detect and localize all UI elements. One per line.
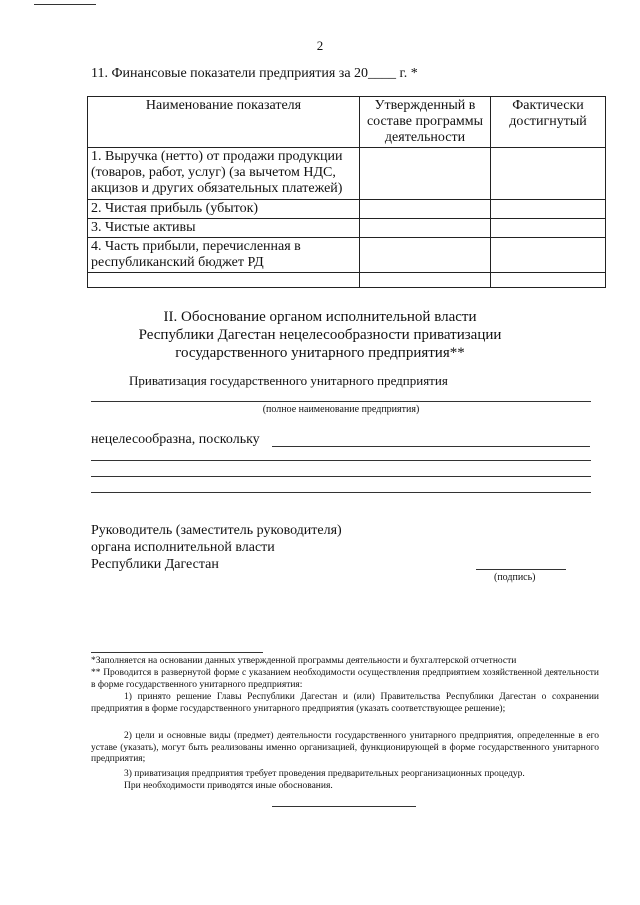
table-cell: 1. Выручка (нетто) от продажи продукции (товаров, работ, услуг) (за вычетом НДС, акцизов и других обязательных платежей) [88, 148, 360, 200]
table-cell [491, 148, 606, 200]
reason-line[interactable] [91, 476, 591, 477]
table-header-cell: Наименование показателя [88, 97, 360, 148]
footnote-item-1: 1) принято решение Главы Республики Дагестан и (или) Правительства Республики Дагестан о сохранении предприятия в форме государственного унитарного предприятия (указать соответствующее решение); [91, 692, 599, 714]
table-cell: 2. Чистая прибыль (убыток) [88, 200, 360, 219]
table-cell [491, 200, 606, 219]
footnote-other: При необходимости приводятся иные обоснования. [124, 781, 333, 791]
section-2-title-line: государственного унитарного предприятия** [175, 345, 465, 361]
section-1-title: 11. Финансовые показатели предприятия за 20____ г. * [91, 66, 418, 81]
signature-field-line[interactable] [476, 569, 566, 570]
reason-line[interactable] [272, 446, 590, 447]
signature-caption: (подпись) [494, 572, 536, 583]
signature-line: органа исполнительной власти [91, 540, 275, 555]
table-row [88, 273, 606, 288]
table-cell: 4. Часть прибыли, перечисленная в республиканский бюджет РД [88, 238, 360, 273]
table-cell [360, 148, 491, 200]
table-header-cell: Утвержденный в составе программы деятельности [360, 97, 491, 148]
enterprise-name-line[interactable] [91, 401, 591, 402]
table-header-row [88, 97, 606, 148]
table-row [88, 219, 606, 238]
table-cell [360, 200, 491, 219]
footnote-double-star: ** Проводится в развернутой форме с указанием необходимости осуществления предприятием хозяйственной деятельности в форме государственного унитарного предприятия: [91, 668, 599, 690]
table-cell [491, 273, 606, 288]
scan-top-line [34, 4, 96, 5]
table-row [88, 238, 606, 273]
financial-indicators-table [87, 96, 606, 288]
table-cell [360, 238, 491, 273]
section-2-title [0, 308, 640, 362]
privatization-text: Приватизация государственного унитарного предприятия [129, 373, 448, 388]
table-cell [491, 219, 606, 238]
table-row [88, 148, 606, 200]
table-header-cell: Фактически достигнутый [491, 97, 606, 148]
reason-line[interactable] [91, 492, 591, 493]
inexpedient-text: нецелесообразна, поскольку [91, 432, 260, 447]
table-row [88, 200, 606, 219]
end-separator [272, 806, 416, 807]
footnote-item-3: 3) приватизация предприятия требует проведения предварительных реорганизационных процедур. [124, 769, 525, 779]
footnote-separator [91, 652, 263, 653]
signature-line: Республики Дагестан [91, 557, 219, 572]
table-cell [491, 238, 606, 273]
footnote-item-2: 2) цели и основные виды (предмет) деятельности государственного унитарного предприятия, определенные в его уставе (указать), могут быть реализованы именно организацией, функционирующей в форме государственного унитарного предприятия; [91, 731, 599, 764]
table-cell [88, 273, 360, 288]
section-2-title-line: Республики Дагестан нецелесообразности приватизации [138, 327, 502, 343]
page-number: 2 [316, 38, 324, 53]
signature-line: Руководитель (заместитель руководителя) [91, 523, 342, 538]
table-cell [360, 219, 491, 238]
reason-line[interactable] [91, 460, 591, 461]
full-name-caption: (полное наименование предприятия) [262, 404, 420, 415]
table-cell [360, 273, 491, 288]
table-cell: 3. Чистые активы [88, 219, 360, 238]
footnote-star: *Заполняется на основании данных утвержденной программы деятельности и бухгалтерской отчетности [91, 656, 517, 666]
section-2-title-line: II. Обоснование органом исполнительной власти [163, 309, 477, 325]
signature-block [91, 522, 342, 573]
